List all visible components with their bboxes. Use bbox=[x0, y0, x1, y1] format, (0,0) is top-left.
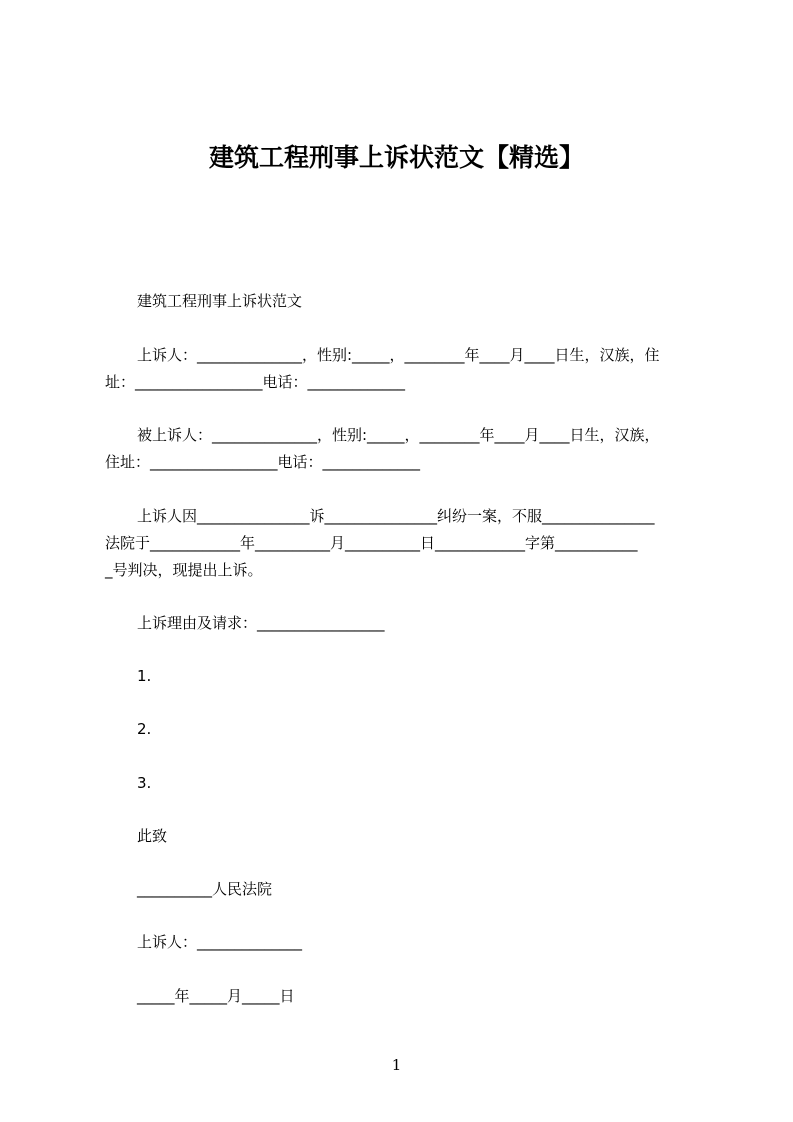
appellant-line-2: 址：_________________电话：_____________ bbox=[105, 373, 406, 391]
court-name: __________人民法院 bbox=[137, 880, 273, 898]
subtitle: 建筑工程刑事上诉状范文 bbox=[137, 292, 303, 310]
case-line-1: 上诉人因_______________诉_______________纠纷一案，不服_______________ bbox=[137, 507, 655, 525]
closing: 此致 bbox=[137, 827, 168, 845]
case-line-2: 法院于____________年__________月__________日____________字第___________ bbox=[105, 534, 638, 552]
list-item: 1. bbox=[137, 667, 152, 685]
appellant-line-1: 上诉人：______________，性别:_____，________年____月____日生，汉族，住 bbox=[137, 346, 660, 364]
case-line-3: _号判决，现提出上诉。 bbox=[105, 561, 263, 579]
date-line: _____年_____月_____日 bbox=[137, 987, 295, 1005]
reasons-label: 上诉理由及请求：_________________ bbox=[137, 614, 385, 632]
page-number: 1 bbox=[391, 1056, 402, 1074]
appellee-line-1: 被上诉人：______________，性别:_____，________年____月____日生，汉族， bbox=[137, 426, 660, 444]
list-item: 2. bbox=[137, 720, 152, 738]
list-item: 3. bbox=[137, 774, 152, 792]
signature-line: 上诉人：______________ bbox=[137, 933, 303, 951]
appellee-line-2: 住址：_________________电话：_____________ bbox=[105, 453, 421, 471]
document-title: 建筑工程刑事上诉状范文【精选】 bbox=[208, 143, 584, 172]
